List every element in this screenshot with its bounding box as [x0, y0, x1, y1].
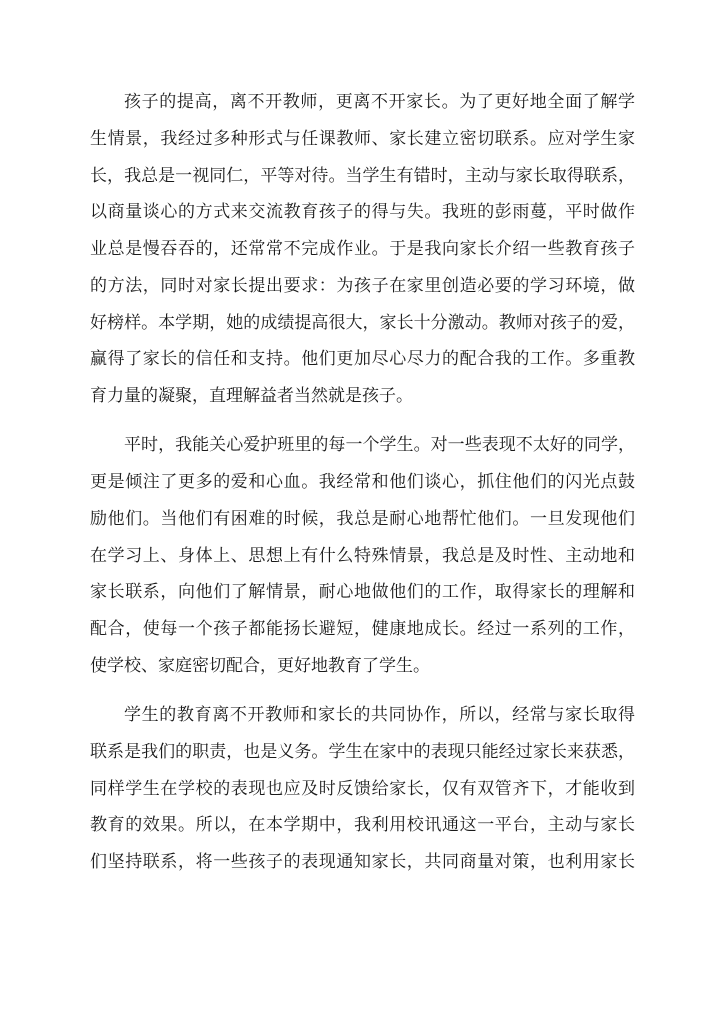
text-line: 学生的教育离不开教师和家长的共同协作，所以，经常与家长取得 — [124, 705, 635, 725]
text-line: 平时，我能关心爱护班里的每一个学生。对一些表现不太好的同学， — [124, 435, 635, 456]
text-line: 孩子的提高，离不开教师，更离不开家长。为了更好地全面了解学 — [124, 92, 635, 112]
text-line: 的方法，同时对家长提出要求：为孩子在家里创造必要的学习环境，做 — [90, 275, 635, 296]
text-line: 同样学生在学校的表现也应及时反馈给家长，仅有双管齐下，才能收到 — [90, 778, 635, 799]
text-line: 家长联系，向他们了解情景，耐心地做他们的工作，取得家长的理解和 — [90, 582, 635, 603]
text-line: 联系是我们的职责，也是义务。学生在家中的表现只能经过家长来获悉， — [90, 741, 635, 762]
paragraph — [90, 697, 635, 881]
text-line: 生情景，我经过多种形式与任课教师、家长建立密切联系。应对学生家 — [90, 128, 635, 149]
text-line: 配合，使每一个孩子都能扬长避短，健康地成长。经过一系列的工作， — [90, 619, 635, 639]
paragraph-gap — [90, 685, 635, 698]
text-line: 教育的效果。所以，在本学期中，我利用校讯通这一平台，主动与家长 — [90, 815, 635, 836]
text-line: 以商量谈心的方式来交流教育孩子的得与失。我班的彭雨蔓，平时做作 — [90, 202, 635, 223]
paragraph — [90, 84, 635, 415]
text-line: 业总是慢吞吞的，还常常不完成作业。于是我向家长介绍一些教育孩子 — [90, 239, 635, 259]
paragraph-gap — [90, 415, 635, 428]
paragraph — [90, 427, 635, 684]
text-line: 们坚持联系，将一些孩子的表现通知家长，共同商量对策，也利用家长 — [90, 852, 635, 872]
text-line: 使学校、家庭密切配合，更好地教育了学生。 — [90, 655, 430, 676]
text-line: 在学习上、身体上、思想上有什么特殊情景，我总是及时性、主动地和 — [90, 545, 635, 566]
text-line: 育力量的凝聚，直理解益者当然就是孩子。 — [90, 386, 413, 406]
text-line: 励他们。当他们有困难的时候，我总是耐心地帮忙他们。一旦发现他们 — [90, 508, 635, 529]
text-line: 好榜样。本学期，她的成绩提高很大，家长十分激动。教师对孩子的爱， — [90, 312, 635, 333]
text-line: 更是倾注了更多的爱和心血。我经常和他们谈心，抓住他们的闪光点鼓 — [90, 472, 635, 492]
text-line: 赢得了家长的信任和支持。他们更加尽心尽力的配合我的工作。多重教 — [90, 349, 635, 370]
document-body — [90, 84, 635, 881]
text-line: 长，我总是一视同仁，平等对待。当学生有错时，主动与家长取得联系， — [90, 165, 635, 186]
